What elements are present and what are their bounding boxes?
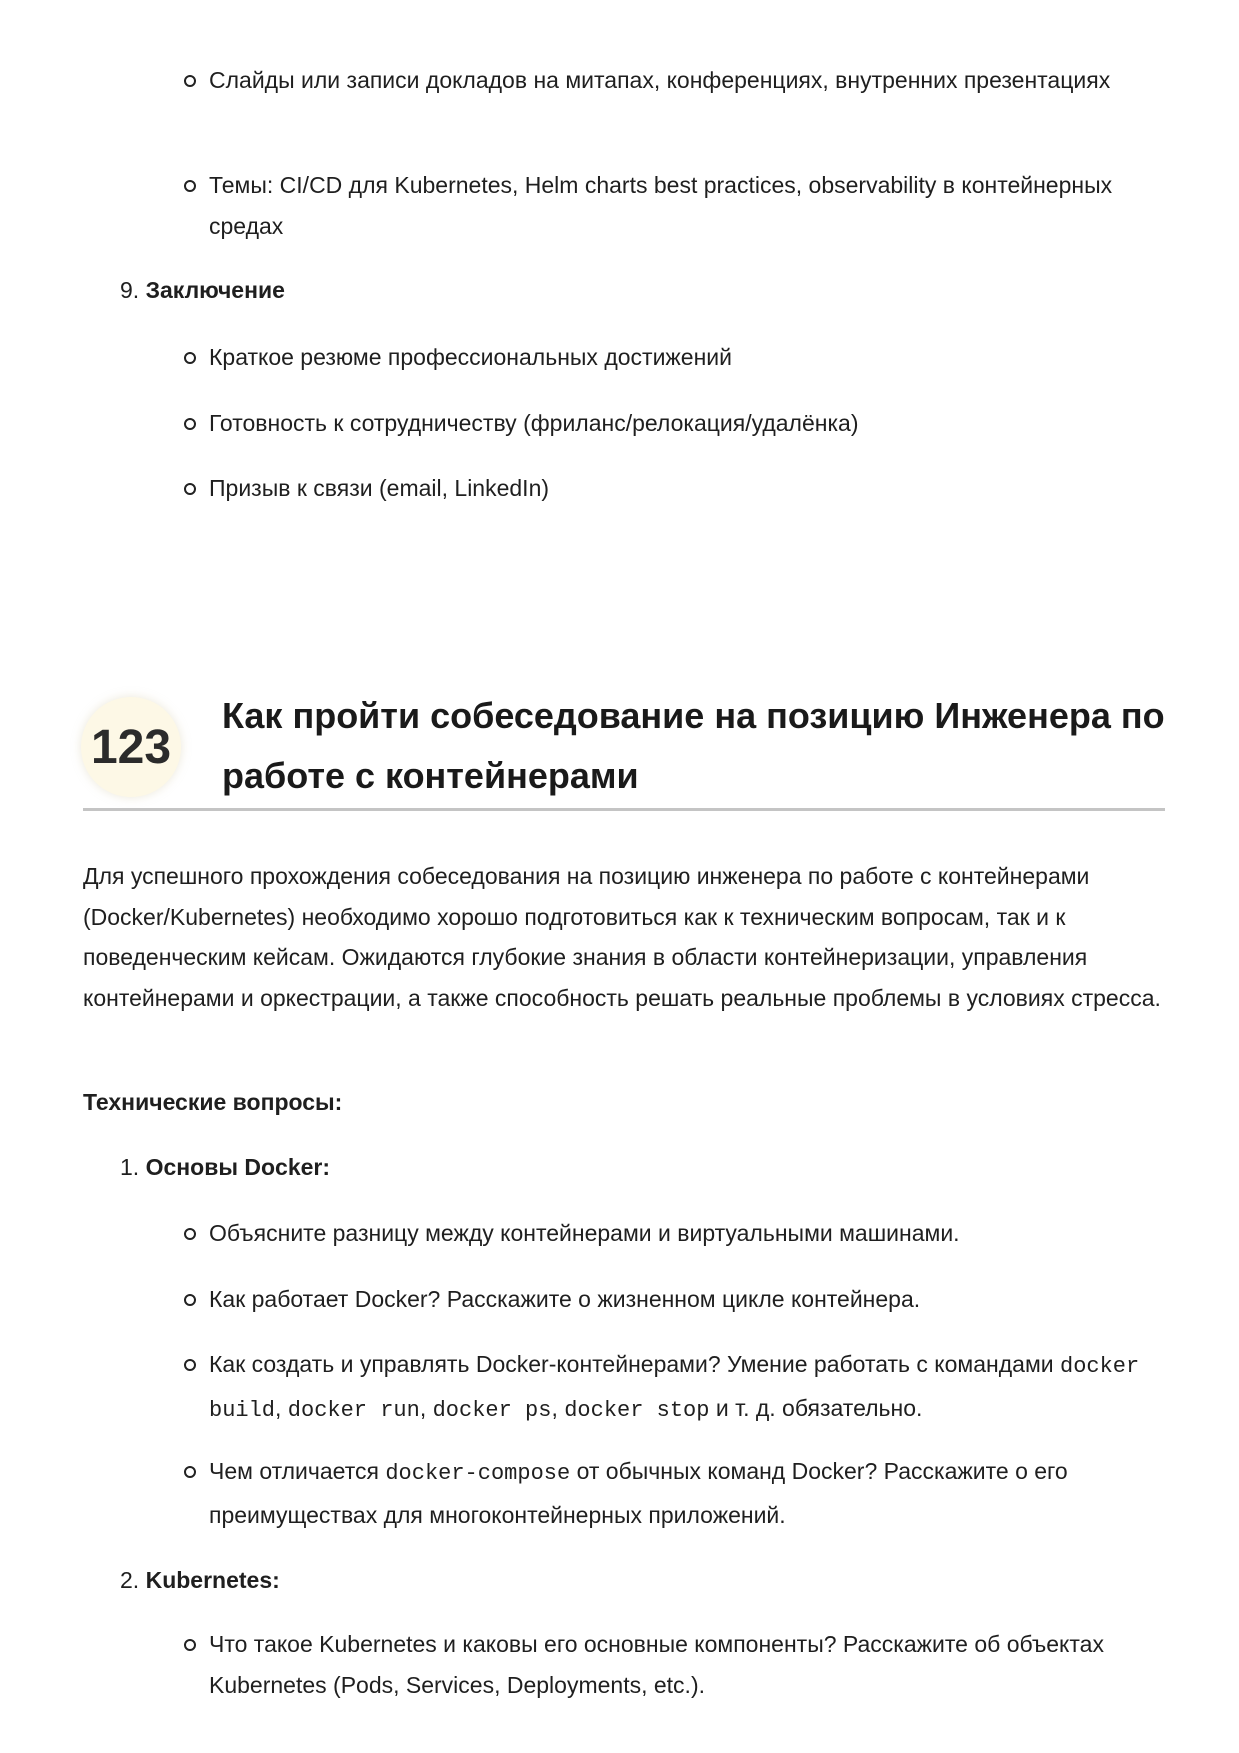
- item-number: 2.: [120, 1567, 140, 1593]
- chapter-number-badge: 123: [81, 697, 181, 797]
- list-item: Краткое резюме профессиональных достижений: [209, 337, 1149, 378]
- item-number: 1.: [120, 1154, 140, 1180]
- item-title: Основы Docker:: [145, 1154, 331, 1180]
- list-item: Как работает Docker? Расскажите о жизненном цикле контейнера.: [209, 1279, 1149, 1320]
- list-item: [209, 1344, 1149, 1431]
- code-span: docker ps: [432, 1397, 552, 1423]
- item-title: Заключение: [145, 277, 285, 303]
- heading-divider: [83, 808, 1165, 811]
- text: Как создать и управлять Docker-контейнерами? Умение работать с командами: [209, 1351, 1060, 1377]
- code-span: docker build: [209, 1354, 1140, 1423]
- list-item: [209, 1451, 1149, 1535]
- numbered-item-9: [120, 270, 285, 311]
- list-item: Призыв к связи (email, LinkedIn): [209, 468, 1149, 509]
- list-item: Готовность к сотрудничеству (фриланс/релокация/удалёнка): [209, 403, 1149, 444]
- section-heading: Технические вопросы:: [83, 1089, 343, 1115]
- list-item: Объясните разницу между контейнерами и виртуальными машинами.: [209, 1213, 1149, 1254]
- numbered-item-1: [120, 1147, 330, 1188]
- chapter-title: Как пройти собеседование на позицию Инженера по работе с контейнерами: [222, 695, 1165, 796]
- text: ,: [275, 1394, 288, 1421]
- list-item: Слайды или записи докладов на митапах, конференциях, внутренних презентациях: [209, 60, 1149, 101]
- text: Чем отличается: [209, 1458, 386, 1484]
- text: ,: [419, 1394, 433, 1421]
- code-span: docker run: [287, 1397, 420, 1423]
- text: ,: [551, 1394, 565, 1421]
- item-title: Kubernetes:: [145, 1567, 280, 1593]
- code-span: docker-compose: [385, 1461, 571, 1486]
- intro-paragraph: Для успешного прохождения собеседования на позицию инженера по работе с контейнерами (Docker/Kubernetes) необходимо хорошо подготовиться как к техническим вопросам, так и к поведенческим кейсам. Ожидаются глубокие знания в области контейнеризации, управления контейнерами и оркестрации, а также способность решать реальные проблемы в условиях стресса.: [83, 863, 1161, 1011]
- numbered-item-2: [120, 1560, 280, 1601]
- list-item: Темы: CI/CD для Kubernetes, Helm charts best practices, observability в контейнерных средах: [209, 165, 1149, 246]
- item-number: 9.: [120, 277, 140, 303]
- code-span: docker stop: [564, 1397, 710, 1423]
- list-item: Что такое Kubernetes и каковы его основные компоненты? Расскажите об объектах Kubernetes (Pods, Services, Deployments, etc.).: [209, 1624, 1149, 1705]
- text: и т. д. обязательно.: [709, 1394, 923, 1421]
- text: от обычных команд Docker? Расскажите о его преимуществах для многоконтейнерных приложений.: [209, 1458, 1068, 1528]
